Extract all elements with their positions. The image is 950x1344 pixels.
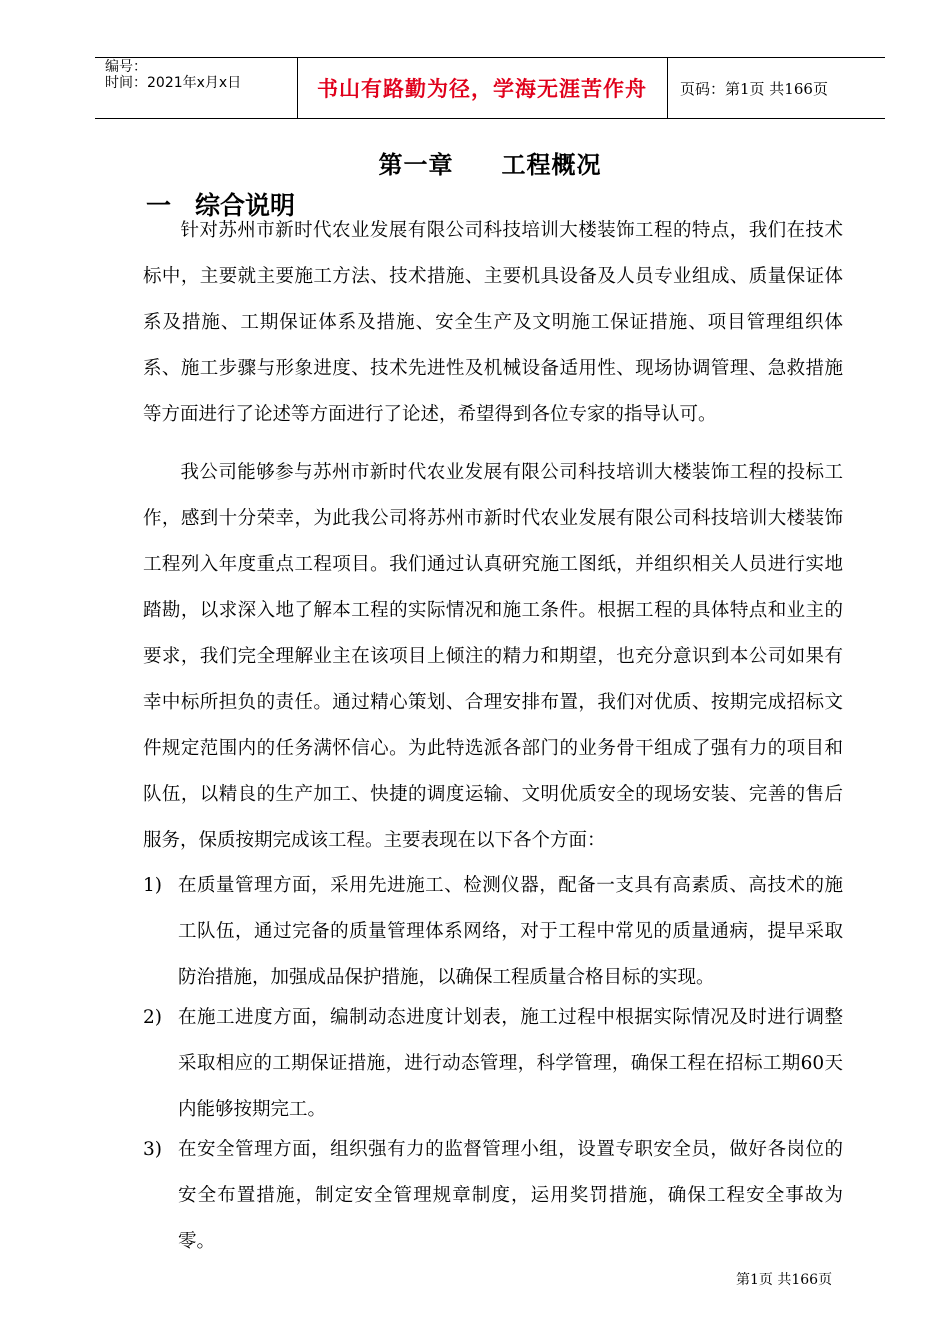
time-label: 时间：2021年x月x日	[105, 75, 242, 91]
paragraph	[143, 208, 843, 438]
header-meta	[105, 59, 295, 91]
section-number: 一	[146, 191, 172, 220]
header-motto: 书山有路勤为径，学海无涯苦作舟	[317, 76, 647, 101]
chapter-title: 工程概况	[501, 150, 602, 179]
list-item-number: 3)	[143, 1139, 162, 1160]
paragraph-text: 我公司能够参与苏州市新时代农业发展有限公司科技培训大楼装饰工程的投标工作，感到十分荣幸，为此我公司将苏州市新时代农业发展有限公司科技培训大楼装饰工程列入年度重点工程项目。我们通过认真研究施工图纸，并组织相关人员进行实地踏勘，以求深入地了解本工程的实际情况和施工条件。根据工程的具体特点和业主的要求，我们完全理解业主在该项目上倾注的精力和期望，也充分意识到本公司如果有幸中标所担负的责任。通过精心策划、合理安排布置，我们对优质、按期完成招标文件规定范围内的任务满怀信心。为此特选派各部门的业务骨干组成了强有力的项目和队伍，以精良的生产加工、快捷的调度运输、文明优质安全的现场安装、完善的售后服务，保质按期完成该工程。主要表现在以下各个方面：	[143, 462, 843, 851]
header-page-number: 页码：第1页 共166页	[680, 79, 828, 98]
code-label: 编号：	[105, 59, 147, 75]
paragraph	[143, 450, 843, 864]
list-item-text: 在安全管理方面，组织强有力的监督管理小组，设置专职安全员，做好各岗位的安全布置措施，制定安全管理规章制度，运用奖罚措施，确保工程安全事故为零。	[178, 1139, 843, 1252]
page-header	[95, 57, 885, 119]
list-item-text: 在施工进度方面，编制动态进度计划表，施工过程中根据实际情况及时进行调整采取相应的工期保证措施，进行动态管理，科学管理，确保工程在招标工期60天内能够按期完工。	[178, 1007, 843, 1120]
list-item-number: 2)	[143, 1007, 162, 1028]
page-footer: 第1页 共166页	[736, 1272, 833, 1288]
chapter-heading	[0, 145, 950, 180]
section-title: 综合说明	[195, 191, 296, 220]
list-item-text: 在质量管理方面，采用先进施工、检测仪器，配备一支具有高素质、高技术的施工队伍，通过完备的质量管理体系网络，对于工程中常见的质量通病，提早采取防治措施，加强成品保护措施，以确保工程质量合格目标的实现。	[178, 875, 843, 988]
header-bottom-rule	[95, 118, 885, 119]
chapter-number: 第一章	[378, 150, 454, 179]
paragraph-text: 针对苏州市新时代农业发展有限公司科技培训大楼装饰工程的特点，我们在技术标中，主要就主要施工方法、技术措施、主要机具设备及人员专业组成、质量保证体系及措施、工期保证体系及措施、安全生产及文明施工保证措施、项目管理组织体系、施工步骤与形象进度、技术先进性及机械设备适用性、现场协调管理、急救措施等方面进行了论述等方面进行了论述，希望得到各位专家的指导认可。	[143, 220, 843, 425]
header-divider	[667, 57, 668, 119]
list-item-number: 1)	[143, 875, 162, 896]
